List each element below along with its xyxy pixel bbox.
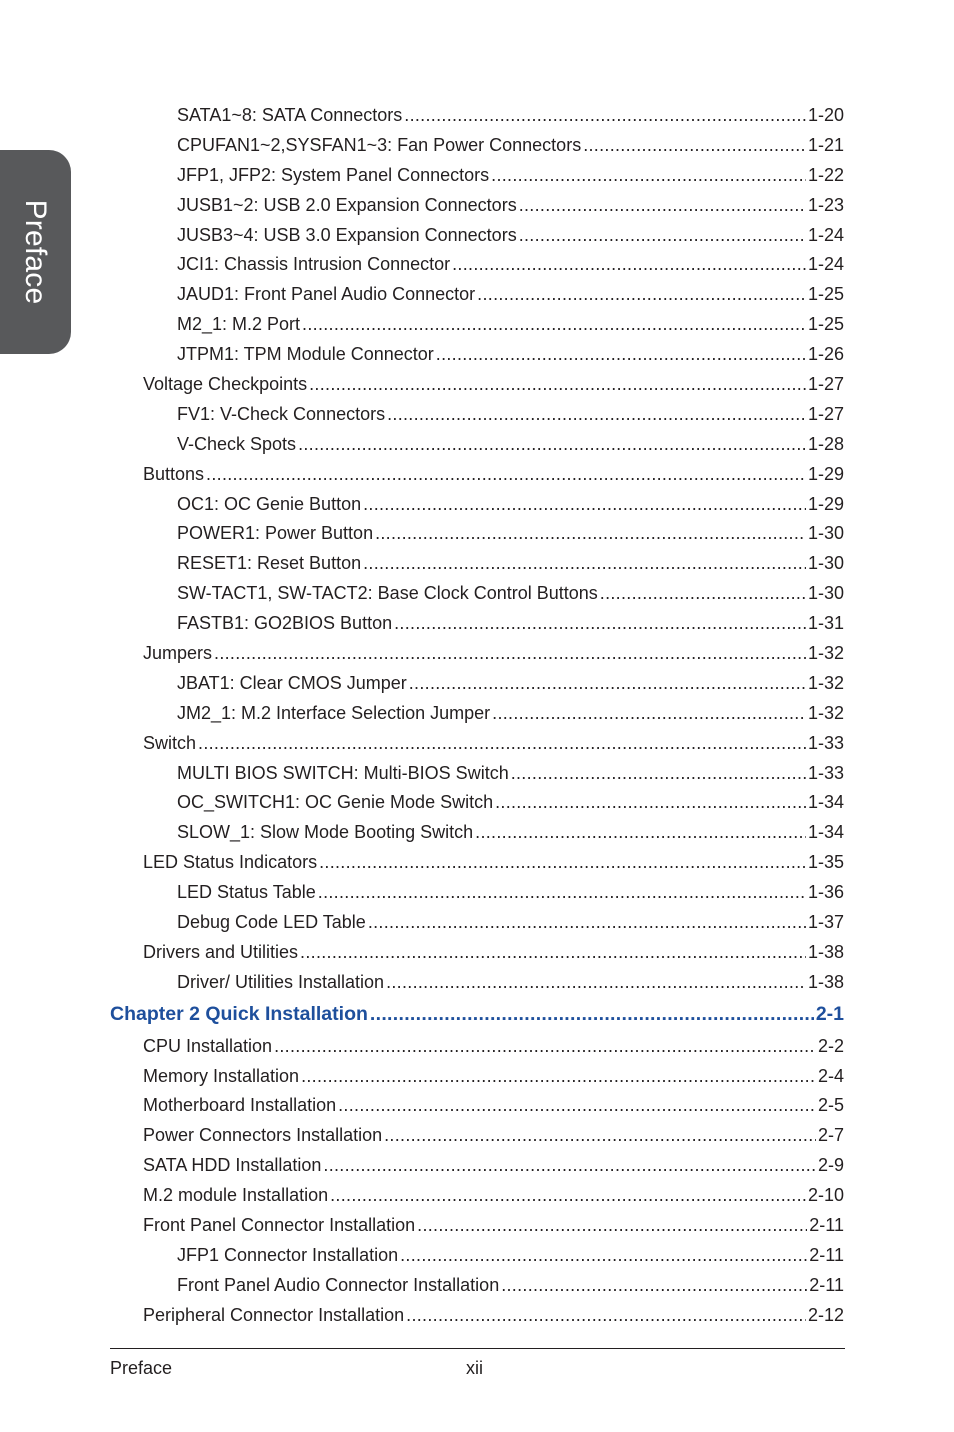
toc-entry[interactable] [177, 698, 844, 728]
toc-entry[interactable] [177, 907, 844, 937]
toc-entry-title: SLOW_1: Slow Mode Booting Switch [177, 822, 474, 843]
toc-entry-page: 1-26 [807, 344, 844, 365]
toc-entry-title: JBAT1: Clear CMOS Jumper [177, 672, 407, 693]
toc-leader-dots [363, 552, 806, 574]
toc-entry-page: 2-9 [817, 1155, 844, 1176]
toc-entry-title: JUSB1~2: USB 2.0 Expansion Connectors [177, 194, 517, 215]
toc-entry-page: 1-28 [807, 433, 844, 454]
toc-entry[interactable] [143, 1300, 844, 1330]
toc-leader-dots [519, 224, 806, 246]
toc-entry-title: FASTB1: GO2BIOS Button [177, 613, 393, 634]
toc-entry[interactable] [177, 130, 844, 160]
toc-leader-dots [492, 702, 806, 724]
toc-leader-dots [318, 881, 806, 903]
toc-entry[interactable] [177, 279, 844, 309]
toc-entry-title: OC1: OC Genie Button [177, 493, 362, 514]
toc-leader-dots [387, 403, 806, 425]
toc-entry-page: 1-23 [807, 194, 844, 215]
toc-entry[interactable] [177, 309, 844, 339]
toc-chapter-heading[interactable] [110, 997, 844, 1031]
toc-entry[interactable] [177, 489, 844, 519]
toc-leader-dots [323, 1154, 816, 1176]
toc-entry-title: CPUFAN1~2,SYSFAN1~3: Fan Power Connectors [177, 134, 582, 155]
toc-entry-page: 2-7 [817, 1125, 844, 1146]
toc-entry-title: Chapter 2 Quick Installation [110, 1002, 368, 1025]
toc-entry[interactable] [143, 1150, 844, 1180]
toc-entry[interactable] [177, 429, 844, 459]
toc-entry-page: 2-5 [817, 1095, 844, 1116]
toc-leader-dots [206, 463, 806, 485]
toc-entry-title: M.2 module Installation [143, 1185, 329, 1206]
toc-entry-title: POWER1: Power Button [177, 523, 374, 544]
toc-leader-dots [519, 194, 806, 216]
toc-entry[interactable] [177, 1240, 844, 1270]
toc-entry-title: JCI1: Chassis Intrusion Connector [177, 254, 451, 275]
toc-entry-page: 1-24 [807, 224, 844, 245]
toc-entry-title: SW-TACT1, SW-TACT2: Base Clock Control Buttons [177, 583, 598, 604]
toc-leader-dots [495, 791, 806, 813]
toc-entry-title: JAUD1: Front Panel Audio Connector [177, 284, 476, 305]
toc-leader-dots [300, 941, 806, 963]
toc-entry[interactable] [143, 1120, 844, 1150]
toc-entry-page: 1-30 [807, 583, 844, 604]
toc-entry[interactable] [177, 548, 844, 578]
toc-entry-page: 1-29 [807, 493, 844, 514]
toc-entry[interactable] [177, 787, 844, 817]
toc-entry-title: LED Status Indicators [143, 852, 318, 873]
toc-entry-title: RESET1: Reset Button [177, 553, 362, 574]
toc-entry-title: Power Connectors Installation [143, 1125, 383, 1146]
toc-entry-title: SATA1~8: SATA Connectors [177, 104, 403, 125]
footer-divider [110, 1348, 845, 1349]
toc-entry-page: 1-25 [807, 284, 844, 305]
side-tab-label: Preface [19, 199, 52, 305]
toc-leader-dots [368, 911, 806, 933]
toc-leader-dots [409, 672, 806, 694]
toc-entry-page: 1-34 [807, 822, 844, 843]
toc-entry[interactable] [143, 459, 844, 489]
toc-leader-dots [338, 1094, 816, 1116]
toc-entry[interactable] [143, 847, 844, 877]
toc-entry[interactable] [143, 1031, 844, 1061]
toc-entry-title: Jumpers [143, 642, 213, 663]
toc-entry-page: 2-2 [817, 1035, 844, 1056]
footer-page-number: xii [466, 1358, 483, 1378]
toc-entry-title: Debug Code LED Table [177, 911, 366, 932]
toc-leader-dots [394, 612, 806, 634]
toc-entry[interactable] [177, 339, 844, 369]
footer-section-name: Preface [110, 1358, 173, 1378]
toc-leader-dots [406, 1304, 806, 1326]
toc-entry-page: 1-36 [807, 882, 844, 903]
toc-entry[interactable] [177, 160, 844, 190]
toc-entry[interactable] [143, 937, 844, 967]
toc-entry[interactable] [143, 1091, 844, 1121]
toc-entry-page: 1-34 [807, 792, 844, 813]
toc-entry[interactable] [177, 1270, 844, 1300]
table-of-contents [0, 100, 954, 1330]
toc-leader-dots [302, 313, 806, 335]
toc-entry-title: Motherboard Installation [143, 1095, 337, 1116]
toc-leader-dots [417, 1214, 807, 1236]
toc-entry-title: SATA HDD Installation [143, 1155, 322, 1176]
toc-leader-dots [298, 433, 806, 455]
toc-entry[interactable] [177, 190, 844, 220]
toc-entry-page: 1-27 [807, 403, 844, 424]
toc-entry[interactable] [177, 249, 844, 279]
toc-entry-page: 2-11 [809, 1244, 844, 1265]
toc-entry[interactable] [143, 1210, 844, 1240]
toc-entry-page: 1-21 [807, 134, 844, 155]
toc-entry[interactable] [143, 728, 844, 758]
toc-entry[interactable] [177, 518, 844, 548]
toc-entry[interactable] [177, 668, 844, 698]
toc-entry-title: Front Panel Connector Installation [143, 1215, 416, 1235]
toc-leader-dots [274, 1035, 816, 1057]
toc-entry-page: 1-30 [807, 523, 844, 544]
toc-leader-dots [330, 1184, 806, 1206]
toc-leader-dots [600, 582, 806, 604]
toc-entry-title: Peripheral Connector Installation [143, 1304, 405, 1325]
toc-entry-page: 1-33 [807, 732, 844, 753]
toc-entry-title: MULTI BIOS SWITCH: Multi-BIOS Switch [177, 762, 509, 783]
toc-entry-page: 1-38 [807, 971, 844, 992]
toc-entry-title: M2_1: M.2 Port [177, 314, 301, 335]
toc-entry[interactable] [177, 220, 844, 250]
toc-entry-page: 2-10 [807, 1185, 844, 1206]
toc-entry-title: JM2_1: M.2 Interface Selection Jumper [177, 702, 491, 723]
toc-entry-page: 1-20 [807, 104, 844, 125]
toc-entry[interactable] [143, 1061, 844, 1091]
toc-leader-dots [436, 343, 806, 365]
toc-leader-dots [475, 821, 806, 843]
toc-entry[interactable] [177, 608, 844, 638]
toc-entry[interactable] [177, 967, 844, 997]
toc-entry[interactable] [177, 100, 844, 130]
toc-entry-title: Switch [143, 732, 197, 753]
toc-entry[interactable] [143, 638, 844, 668]
toc-leader-dots [400, 1244, 807, 1266]
toc-entry-title: JUSB3~4: USB 3.0 Expansion Connectors [177, 224, 517, 245]
toc-entry-page: 1-37 [807, 911, 844, 932]
toc-leader-dots [583, 134, 806, 156]
toc-entry-page: 1-30 [807, 553, 844, 574]
toc-leader-dots [384, 1124, 816, 1146]
toc-leader-dots [309, 373, 806, 395]
toc-entry-page: 2-4 [817, 1065, 844, 1086]
toc-leader-dots [501, 1274, 807, 1296]
toc-entry-title: JTPM1: TPM Module Connector [177, 344, 434, 365]
toc-entry-page: 1-35 [807, 852, 844, 873]
toc-entry-title: Memory Installation [143, 1065, 300, 1086]
toc-entry-page: 1-22 [807, 164, 844, 185]
toc-entry[interactable] [143, 1180, 844, 1210]
toc-leader-dots [370, 1003, 814, 1025]
toc-leader-dots [301, 1065, 816, 1087]
toc-entry-title: OC_SWITCH1: OC Genie Mode Switch [177, 792, 494, 813]
toc-leader-dots [375, 522, 806, 544]
toc-entry[interactable] [177, 817, 844, 847]
toc-entry-title: Drivers and Utilities [143, 941, 299, 962]
toc-entry-page: 2-11 [809, 1274, 844, 1295]
toc-leader-dots [386, 971, 806, 993]
toc-entry-page: 1-31 [807, 613, 844, 634]
toc-entry-title: FV1: V-Check Connectors [177, 403, 386, 424]
toc-entry-title: LED Status Table [177, 882, 316, 903]
toc-entry-page: 1-24 [807, 254, 844, 275]
toc-entry-page: 2-1 [815, 1002, 844, 1025]
toc-leader-dots [404, 104, 806, 126]
toc-entry-page: 1-25 [807, 314, 844, 335]
toc-entry-page: 2-11 [809, 1215, 844, 1235]
toc-leader-dots [511, 762, 806, 784]
toc-leader-dots [198, 732, 806, 754]
toc-leader-dots [452, 253, 806, 275]
toc-entry-title: JFP1 Connector Installation [177, 1244, 399, 1265]
toc-entry[interactable] [177, 758, 844, 788]
toc-entry-page: 1-38 [807, 941, 844, 962]
toc-leader-dots [491, 164, 806, 186]
toc-entry[interactable] [143, 369, 844, 399]
toc-entry-page: 1-33 [807, 762, 844, 783]
toc-leader-dots [319, 851, 806, 873]
toc-entry[interactable] [177, 877, 844, 907]
toc-entry-page: 2-12 [807, 1304, 844, 1325]
toc-entry-title: JFP1, JFP2: System Panel Connectors [177, 164, 490, 185]
toc-entry-title: Voltage Checkpoints [143, 373, 308, 394]
toc-entry-page: 1-32 [807, 702, 844, 723]
toc-leader-dots [214, 642, 806, 664]
toc-leader-dots [363, 493, 806, 515]
toc-entry-page: 1-32 [807, 672, 844, 693]
toc-entry-title: Driver/ Utilities Installation [177, 971, 385, 992]
toc-entry-title: CPU Installation [143, 1035, 273, 1056]
toc-entry[interactable] [177, 578, 844, 608]
toc-entry-page: 1-32 [807, 642, 844, 663]
toc-entry-page: 1-29 [807, 463, 844, 484]
toc-entry-title: V-Check Spots [177, 433, 297, 454]
toc-entry[interactable] [177, 399, 844, 429]
toc-entry-page: 1-27 [807, 373, 844, 394]
toc-entry-title: Buttons [143, 463, 205, 484]
toc-leader-dots [477, 283, 806, 305]
toc-entry-title: Front Panel Audio Connector Installation [177, 1274, 500, 1295]
